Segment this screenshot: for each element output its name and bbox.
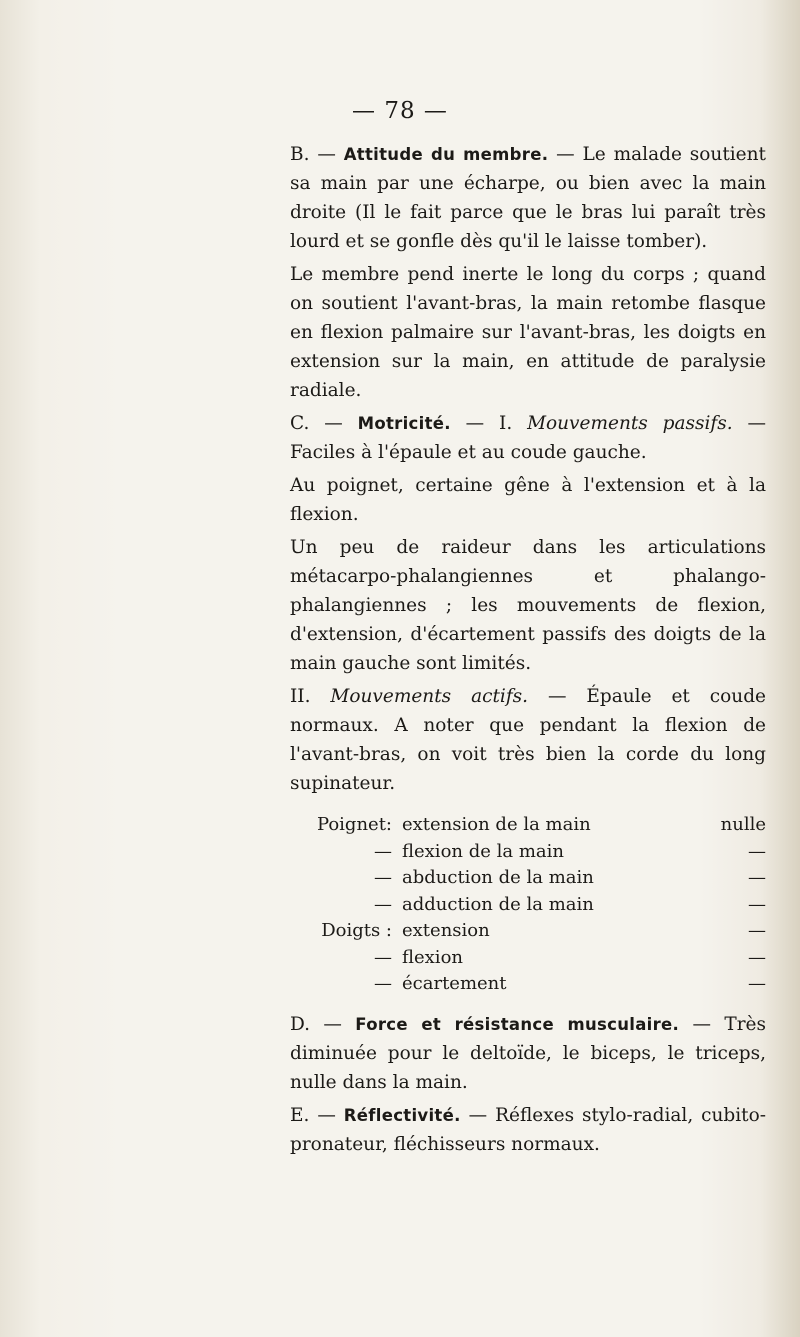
result-cell: — (748, 867, 766, 888)
membre-text: Le membre pend inerte le long du corps ; quand on soutient l'avant-bras, la main retombe flasque en flexion palmaire sur l'avant-bras, les doigts en extension sur la main, en attitude de paralysie radiale. (290, 264, 766, 401)
raideur-text: Un peu de raideur dans les articulations métacarpo-phalangiennes et phalango-phalangiennes ; les mouvements de flexion, d'extension, d'écartement passifs des doigts de la main gauche sont limités. (290, 537, 766, 674)
body-text (290, 140, 766, 1163)
section-label-d: D. — (290, 1013, 356, 1035)
actifs-text: — Épaule et coude normaux. A noter que pendant la flexion de l'avant-bras, on voit très bien la corde du long supinateur. (290, 686, 766, 794)
heading-mouvements-passifs: Mouvements passifs. (527, 413, 733, 434)
movement-cell: extension (402, 920, 490, 941)
force-text: — Très diminuée pour le deltoïde, le biceps, le triceps, nulle dans la main. (290, 1013, 766, 1093)
paragraph-attitude (290, 140, 766, 256)
result-cell: — (748, 840, 766, 862)
table-row (290, 812, 766, 839)
result-cell: — (748, 946, 766, 968)
heading-attitude: Attitude du membre. (343, 145, 549, 164)
movement-cell: flexion de la main (402, 840, 564, 862)
region-cell: Poignet: (316, 814, 392, 835)
result-cell: — (748, 893, 766, 915)
region-cell: — (374, 893, 392, 915)
heading-reflectivite: Réflectivité. (343, 1105, 461, 1125)
table-row (290, 945, 766, 972)
paragraph-actifs (290, 682, 766, 798)
reflectivite-text: — Réflexes stylo-radial, cubito-pronateur, fléchisseurs normaux. (290, 1104, 766, 1155)
table-row (290, 892, 766, 919)
paragraph-reflectivite (290, 1101, 766, 1159)
heading-force: Force et résistance musculaire. (355, 1014, 680, 1034)
heading-mouvements-actifs: Mouvements actifs. (330, 686, 529, 707)
table-row (290, 971, 766, 998)
result-cell: nulle (720, 814, 766, 835)
page-number: — 78 — (352, 98, 448, 124)
section-label-c: C. — (290, 413, 358, 434)
paragraph-raideur (290, 533, 766, 678)
sub-label-i: — I. (450, 413, 528, 434)
movement-cell: flexion (402, 946, 463, 968)
table-row (290, 839, 766, 866)
movement-cell: abduction de la main (402, 867, 594, 888)
paragraph-membre (290, 260, 766, 405)
result-cell: — (748, 920, 766, 941)
region-cell: — (374, 867, 392, 888)
result-cell: — (748, 973, 766, 994)
paragraph-motricite (290, 409, 766, 467)
table-row (290, 865, 766, 892)
paragraph-force (290, 1010, 766, 1097)
poignet-text: Au poignet, certaine gêne à l'extension et à la flexion. (290, 475, 766, 525)
heading-motricite: Motricité. (357, 414, 451, 433)
attitude-text: — Le malade soutient sa main par une écharpe, ou bien avec la main droite (Il le fait parce que le bras lui paraît très lourd et se gonfle dès qu'il le laisse tomber). (290, 144, 766, 252)
table-row (290, 918, 766, 945)
region-cell: — (374, 973, 392, 994)
region-cell: — (374, 840, 392, 862)
region-cell: — (374, 946, 392, 968)
movements-table (290, 812, 766, 998)
paragraph-poignet (290, 471, 766, 529)
motricite-text: — Faciles à l'épaule et au coude gauche. (290, 413, 767, 463)
movement-cell: extension de la main (402, 814, 591, 835)
movement-cell: adduction de la main (402, 893, 594, 915)
section-label-b: B. — (290, 144, 344, 165)
region-cell: Doigts : (321, 920, 392, 941)
section-label-e: E. — (290, 1104, 344, 1126)
sub-label-ii: II. (290, 686, 331, 707)
movement-cell: écartement (402, 973, 507, 994)
